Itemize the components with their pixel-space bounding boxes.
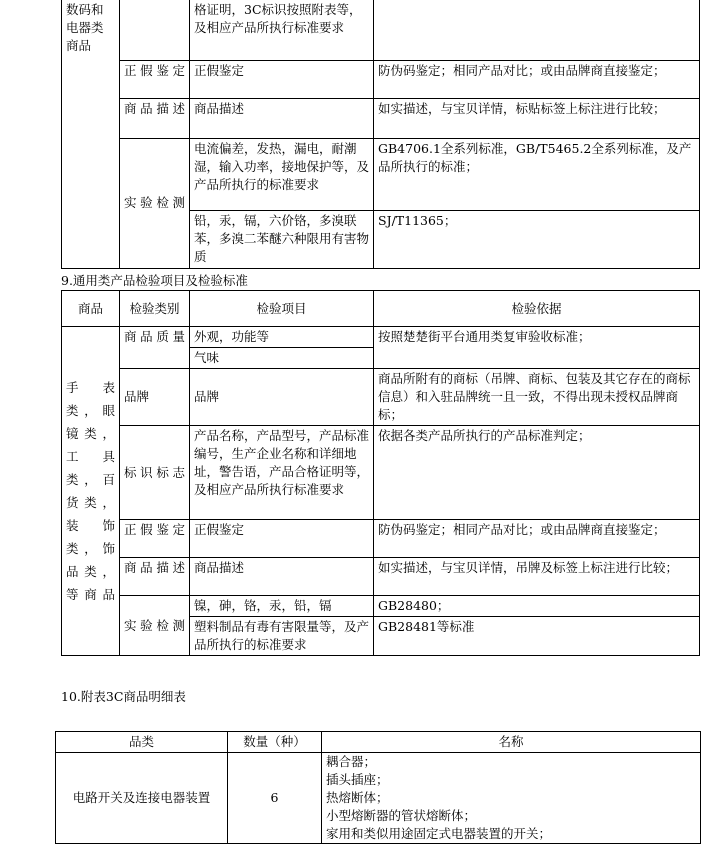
basis-cell: 依据各类产品所执行的产品标准判定； <box>374 426 700 520</box>
basis-cell: 防伪码鉴定；相同产品对比；或由品牌商直接鉴定； <box>374 60 700 98</box>
name-item: 小型熔断器的管状熔断体； <box>326 808 477 823</box>
basis-cell: GB4706.1全系列标准，GB/T5465.2全系列标准，及产品所执行的标准； <box>374 138 700 210</box>
basis-cell: 如实描述，与宝贝详情，吊牌及标签上标注进行比较； <box>374 558 700 596</box>
name-item: 耦合器； <box>326 754 377 769</box>
item-cell: 气味 <box>190 348 374 369</box>
header-names: 名称 <box>322 732 701 753</box>
type-cell: 商品质量 <box>120 327 190 369</box>
type-cell: 正假鉴定 <box>120 60 190 98</box>
type-cell <box>120 0 190 60</box>
category-cell: 数码和电器类商品 <box>62 0 120 268</box>
header-basis: 检验依据 <box>374 291 700 327</box>
names-cell <box>322 753 701 844</box>
category-cell: 电路开关及连接电器装置 <box>56 753 228 844</box>
item-cell: 商品描述 <box>190 98 374 138</box>
basis-cell <box>374 0 700 60</box>
type-cell: 商品描述 <box>120 98 190 138</box>
type-cell: 标识标志 <box>120 426 190 520</box>
name-item: 家用和类似用途固定式电器装置的开关； <box>326 826 552 841</box>
item-cell: 品牌 <box>190 369 374 426</box>
electronics-inspection-table <box>61 0 700 269</box>
basis-cell: 防伪码鉴定；相同产品对比；或由品牌商直接鉴定； <box>374 520 700 558</box>
header-goods: 商品 <box>62 291 120 327</box>
item-cell: 铅，汞，镉，六价铬，多溴联苯，多溴二苯醚六种限用有害物质 <box>190 210 374 268</box>
item-cell: 正假鉴定 <box>190 60 374 98</box>
item-cell: 正假鉴定 <box>190 520 374 558</box>
item-cell: 格证明，3C标识按照附表等，及相应产品所执行标准要求 <box>190 0 374 60</box>
item-cell: 电流偏差，发热，漏电，耐潮湿，输入功率，接地保护等，及产品所执行的标准要求 <box>190 138 374 210</box>
type-cell: 商品描述 <box>120 558 190 596</box>
basis-cell: 按照楚楚街平台通用类复审验收标准； <box>374 327 700 369</box>
basis-cell: GB28481等标准 <box>374 617 700 656</box>
item-cell: 产品名称，产品型号，产品标准编号，生产企业名称和详细地址，警告语，产品合格证明等，及相应产品所执行标准要求 <box>190 426 374 520</box>
type-cell: 实验检测 <box>120 138 190 268</box>
name-item: 插头插座； <box>326 772 389 787</box>
section-9-title: 9.通用类产品检验项目及检验标准 <box>61 273 248 288</box>
item-cell: 外观，功能等 <box>190 327 374 348</box>
general-inspection-table <box>61 290 700 656</box>
section-10-title: 10.附表3C商品明细表 <box>61 689 186 704</box>
item-cell: 商品描述 <box>190 558 374 596</box>
type-cell: 实验检测 <box>120 596 190 656</box>
header-type: 检验类别 <box>120 291 190 327</box>
basis-cell: 如实描述，与宝贝详情，标贴标签上标注进行比较； <box>374 98 700 138</box>
item-cell: 镍，砷，铬，汞，铅，镉 <box>190 596 374 617</box>
header-count: 数量（种） <box>228 732 322 753</box>
basis-cell: SJ/T11365； <box>374 210 700 268</box>
item-cell: 塑料制品有毒有害限量等，及产品所执行的标准要求 <box>190 617 374 656</box>
header-item: 检验项目 <box>190 291 374 327</box>
count-cell: 6 <box>228 753 322 844</box>
type-cell: 正假鉴定 <box>120 520 190 558</box>
header-category: 品类 <box>56 732 228 753</box>
basis-cell: 商品所附有的商标（吊牌、商标、包装及其它存在的商标信息）和入驻品牌统一且一致，不得出现未授权品牌商标； <box>374 369 700 426</box>
3c-goods-table <box>55 731 701 844</box>
category-cell: 手表类，眼镜类，工具类，百货类，装饰类，饰品类，等商品 <box>62 327 120 656</box>
type-cell: 品牌 <box>120 369 190 426</box>
name-item: 热熔断体； <box>326 790 389 805</box>
basis-cell: GB28480； <box>374 596 700 617</box>
